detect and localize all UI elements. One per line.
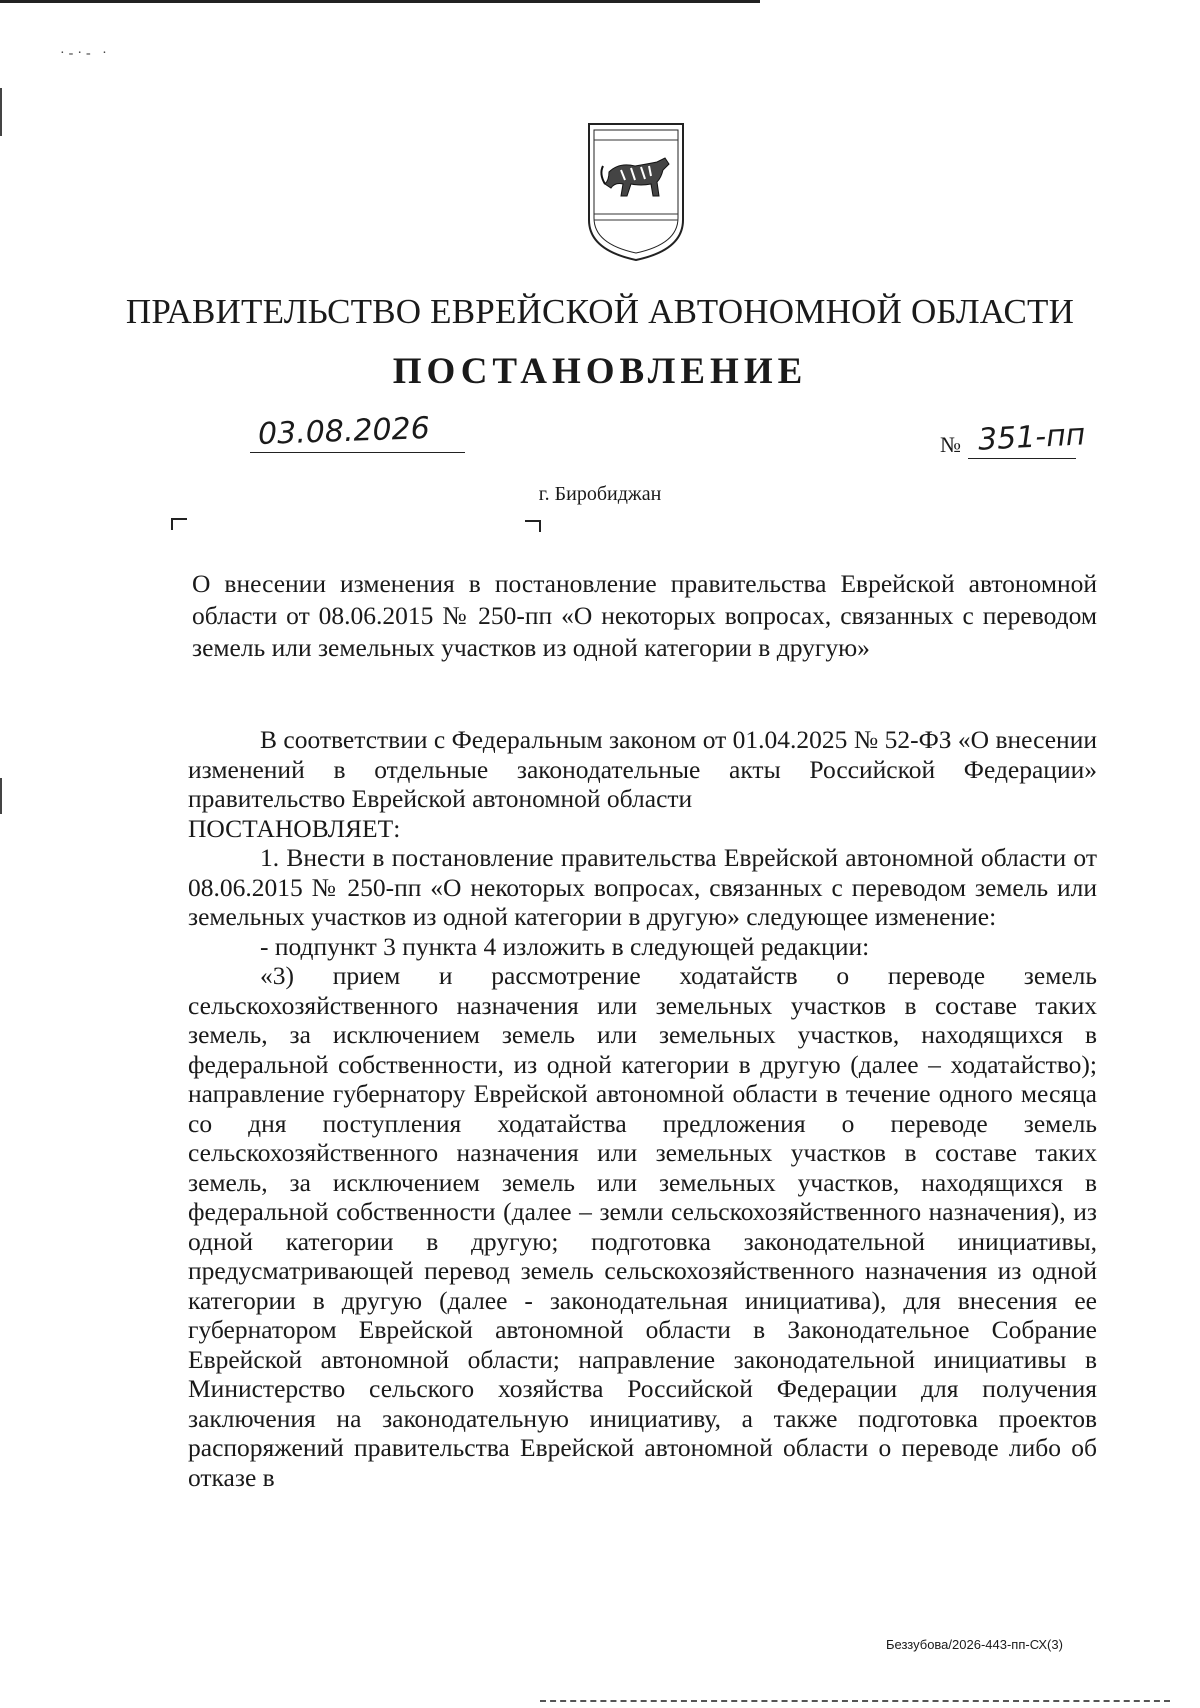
subitem-paragraph: - подпункт 3 пункта 4 изложить в следующей редакции: <box>260 931 870 961</box>
resolves-heading: ПОСТАНОВЛЯЕТ: <box>188 813 401 843</box>
tiger-coat-of-arms-icon <box>585 122 687 262</box>
footer-reference: Беззубова/2026-443-пп-СХ(3) <box>886 1637 1063 1652</box>
number-underline <box>968 458 1076 459</box>
scan-left-mark <box>0 88 2 136</box>
handwritten-number: 351-пп <box>977 417 1087 458</box>
city-name: г. Биробиджан <box>538 483 662 505</box>
preamble-paragraph: В соответствии с Федеральным законом от 01.04.2025 № 52-ФЗ «О внесении изменений в отдельные законодательные акты Российской Федерации» правительство Еврейской автономной области <box>188 725 1097 813</box>
subject-bracket-right <box>525 520 541 532</box>
scan-specks: ·‐·‐ · <box>60 46 111 61</box>
subject-bracket-left <box>171 518 187 530</box>
document-subject: О внесении изменения в постановление правительства Еврейской автономной области от 08.06.2015 № 250-пп «О некоторых вопросах, связанных с переводом земель или земельных участков из одной категории в другую» <box>192 569 1097 662</box>
scan-left-mark <box>0 778 2 814</box>
handwritten-date: 03.08.2026 <box>257 411 431 452</box>
scan-top-edge <box>0 0 760 3</box>
number-label: № <box>940 432 961 457</box>
date-underline <box>250 452 465 453</box>
document-type-title: ПОСТАНОВЛЕНИЕ <box>392 351 808 392</box>
scan-bottom-edge <box>540 1700 1170 1702</box>
quoted-text-paragraph: «3) прием и рассмотрение ходатайств о переводе земель сельскохозяйственного назначения или земельных участков в составе таких земель, за исключением земель или земельных участков, находящихся в федеральной собственности, из одной категории в другую (далее – ходатайство); направление губернатору Еврейской автономной области в течение одного месяца со дня поступления ходатайства предложения о переводе земель сельскохозяйственного назначения или земельных участков в составе таких земель, за исключением земель или земельных участков, находящихся в федеральной собственности (далее – земли сельскохозяйственного назначения), из одной категории в другую; подготовка законодательной инициативы, предусматривающей перевод земель сельскохозяйственного назначения из одной категории в другую (далее - законодательная инициатива), для внесения ее губернатором Еврейской автономной области в Законодательное Собрание Еврейской автономной области; направление законодательной инициативы в Министерство сельского хозяйства Российской Федерации для получения заключения на законодательную инициативу, а также подготовка проектов распоряжений правительства Еврейской автономной области о переводе либо об отказе в <box>188 961 1097 1492</box>
document-body <box>188 725 1097 1492</box>
government-title: ПРАВИТЕЛЬСТВО ЕВРЕЙСКОЙ АВТОНОМНОЙ ОБЛАСТИ <box>125 292 1075 331</box>
item-1-paragraph: 1. Внести в постановление правительства Еврейской автономной области от 08.06.2015 № 250-пп «О некоторых вопросах, связанных с переводом земель или земельных участков из одной категории в другую» следующее изменение: <box>188 843 1097 931</box>
